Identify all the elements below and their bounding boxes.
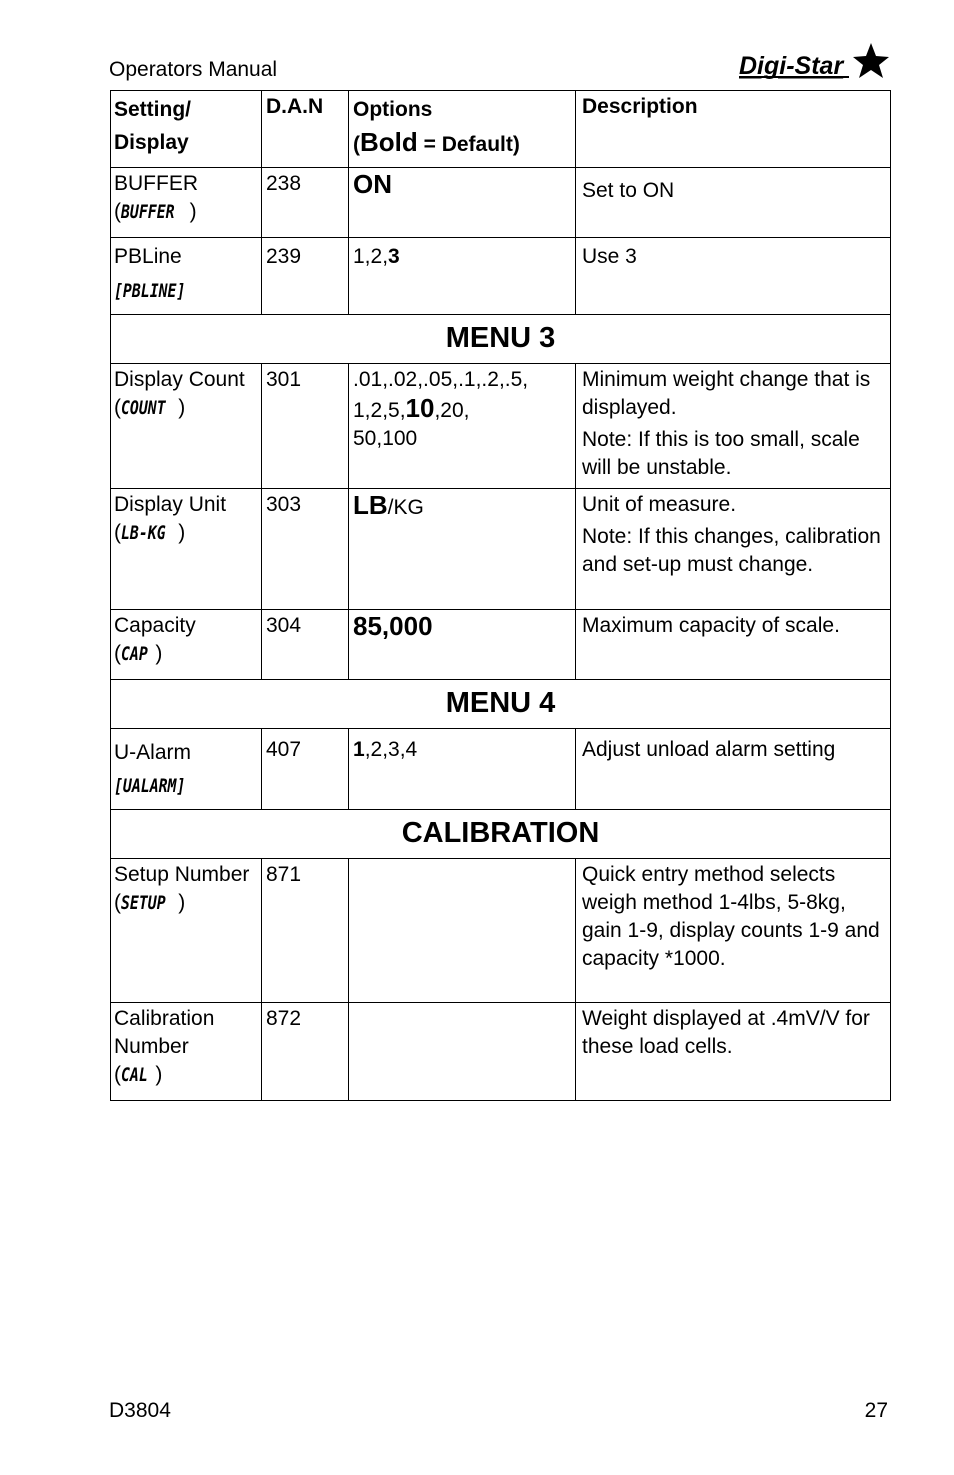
lcd-display-text: SETUP	[121, 892, 166, 914]
header-setting: Setting/ Display	[111, 91, 262, 168]
description-cell: Quick entry method selects weigh method 1-4lbs, 5-8kg, gain 1-9, display counts 1-9 and capacity *1000.	[576, 859, 891, 1003]
table-row	[111, 168, 891, 238]
dan-cell: 301	[262, 364, 349, 489]
dan-cell: 872	[262, 1003, 349, 1101]
table-row	[111, 610, 891, 680]
setting-cell: BUFFER (BUFFER )	[111, 168, 262, 238]
lcd-display-text: CAL	[121, 1064, 148, 1086]
lcd-display-text: LB-KG	[121, 522, 166, 544]
header-description: Description	[576, 91, 891, 168]
setting-cell: PBLine [PBLINE]	[111, 238, 262, 315]
section-row	[111, 810, 891, 859]
description-cell: Set to ON	[576, 168, 891, 238]
setting-cell: Setup Number (SETUP )	[111, 859, 262, 1003]
description-cell: Adjust unload alarm setting	[576, 729, 891, 810]
dan-cell: 303	[262, 489, 349, 610]
lcd-display-text: COUNT	[121, 397, 166, 419]
setting-cell: Display Count (COUNT )	[111, 364, 262, 489]
dan-cell: 239	[262, 238, 349, 315]
options-cell	[349, 859, 576, 1003]
table-row	[111, 364, 891, 489]
table-row	[111, 1003, 891, 1101]
lcd-display-text: BUFFER	[121, 201, 175, 223]
table-row	[111, 729, 891, 810]
lcd-display-text: [UALARM]	[114, 775, 186, 797]
svg-text:Digi-Star: Digi-Star	[739, 52, 844, 80]
section-row	[111, 680, 891, 729]
dan-cell: 304	[262, 610, 349, 680]
section-row	[111, 315, 891, 364]
setting-cell: Capacity (CAP )	[111, 610, 262, 680]
table-header-row	[111, 91, 891, 168]
setting-cell: U-Alarm [UALARM]	[111, 729, 262, 810]
manual-title: Operators Manual	[109, 58, 278, 81]
section-title: MENU 4	[111, 680, 891, 729]
description-cell: Weight displayed at .4mV/V for these load cells.	[576, 1003, 891, 1101]
page-number: 27	[864, 1399, 888, 1422]
setting-cell: Display Unit (LB-KG )	[111, 489, 262, 610]
lcd-display-text: [PBLINE]	[114, 280, 186, 302]
document-id: D3804	[109, 1399, 171, 1422]
table-row	[111, 859, 891, 1003]
description-cell: Unit of measure. Note: If this changes, calibration and set-up must change.	[576, 489, 891, 610]
description-cell: Maximum capacity of scale.	[576, 610, 891, 680]
star-icon	[853, 43, 889, 78]
note-text: Note: If this is too small, scale will be unstable.	[582, 428, 860, 479]
table-row	[111, 238, 891, 315]
options-cell: LB/KG	[349, 489, 576, 610]
digi-star-logo	[737, 40, 889, 82]
lcd-display-text: CAP	[121, 643, 148, 665]
options-cell: .01,.02,.05,.1,.2,.5, 1,2,5,10,20, 50,100	[349, 364, 576, 489]
options-cell	[349, 1003, 576, 1101]
description-cell: Minimum weight change that is displayed. Note: If this is too small, scale will be unstable.	[576, 364, 891, 489]
dan-cell: 238	[262, 168, 349, 238]
settings-table	[110, 90, 891, 1101]
dan-cell: 407	[262, 729, 349, 810]
header-dan: D.A.N	[262, 91, 349, 168]
dan-cell: 871	[262, 859, 349, 1003]
table-row	[111, 489, 891, 610]
note-text: Note: If this changes, calibration and set-up must change.	[582, 525, 881, 576]
description-cell: Use 3	[576, 238, 891, 315]
options-cell: 85,000	[349, 610, 576, 680]
options-cell: 1,2,3	[349, 238, 576, 315]
options-cell: ON	[349, 168, 576, 238]
setting-cell: Calibration Number (CAL )	[111, 1003, 262, 1101]
section-title: CALIBRATION	[111, 810, 891, 859]
section-title: MENU 3	[111, 315, 891, 364]
options-cell: 1,2,3,4	[349, 729, 576, 810]
header-options: Options (Bold = Default)	[349, 91, 576, 168]
